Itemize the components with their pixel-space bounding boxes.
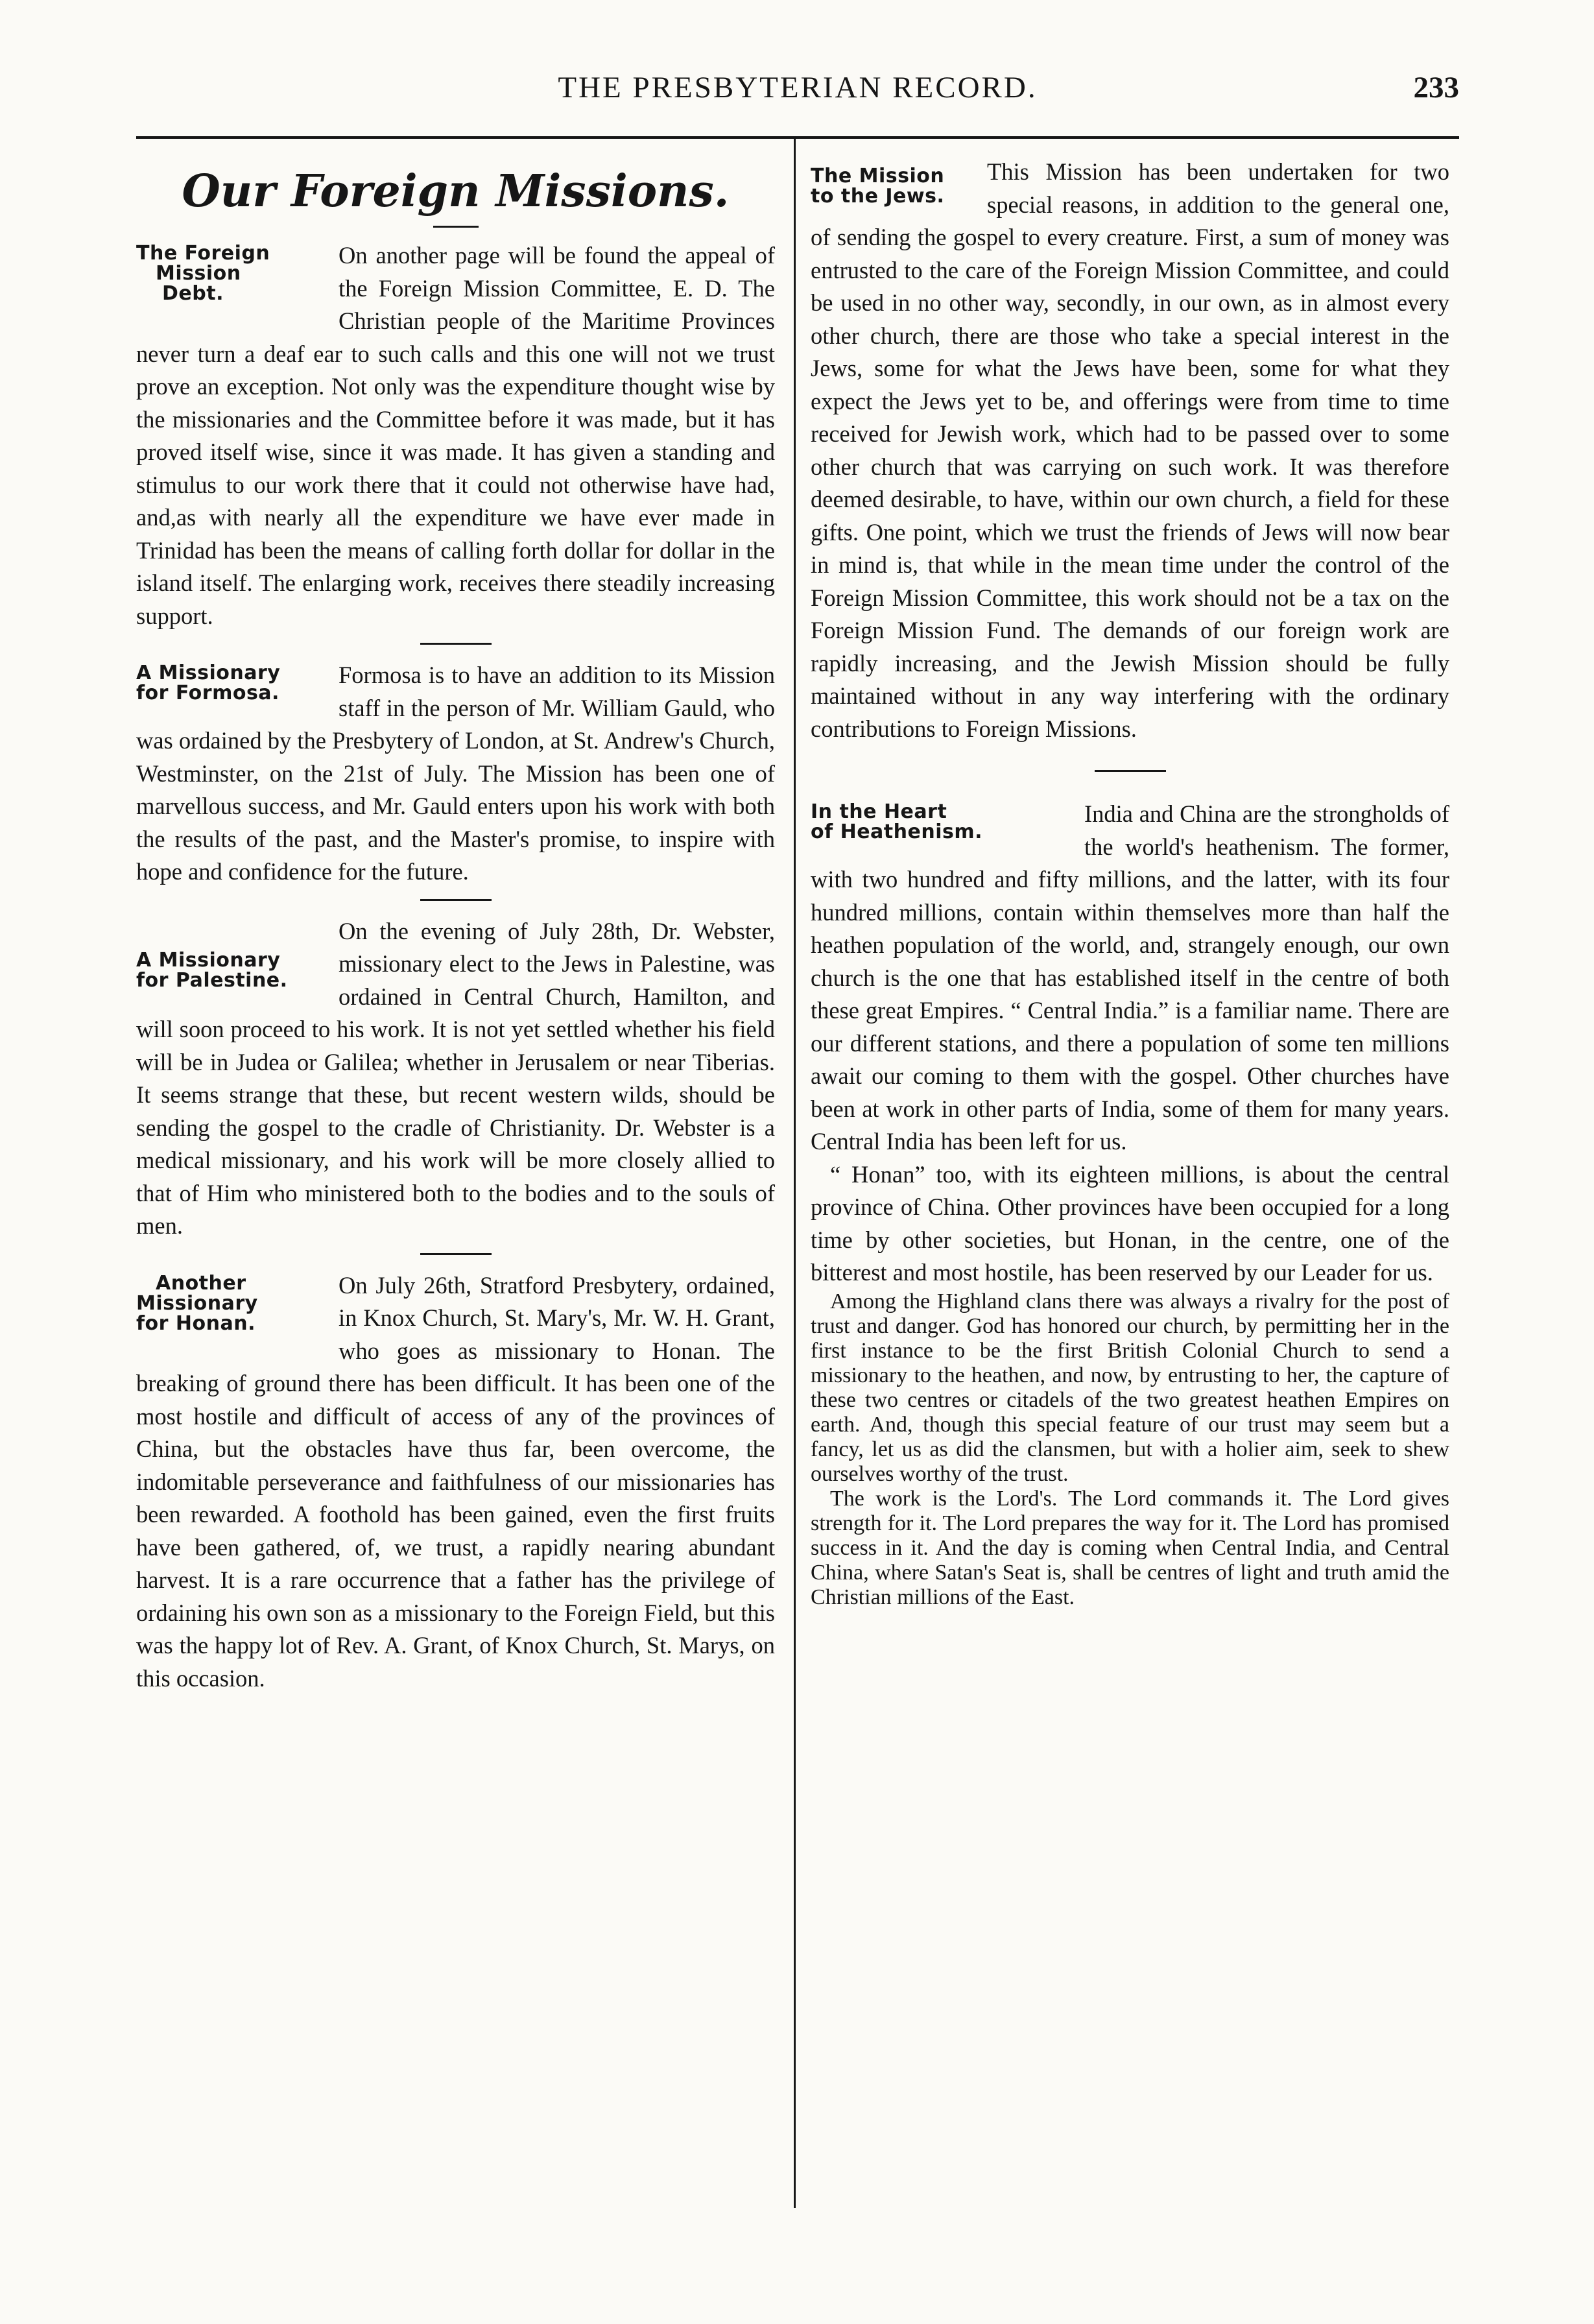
article-heart-of-heathenism	[811, 798, 1449, 1610]
running-title: THE PRESBYTERIAN RECORD.	[558, 71, 1038, 104]
article-missionary-honan	[136, 1269, 775, 1695]
title-rule	[433, 226, 479, 228]
article-paragraph: India and China are the strongholds of the world's heathenism. The former, with two hundred and fifty millions, and the latter, with its four hundred millions, contain within themselves more than half the heathen population of the world, and, strangely enough, our own church is the one that has established itself in the centre of both these great Empires. “ Central India.” is a familiar name. There are our different stations, and there a population of some ten millions await our coming to them with the gospel. Other churches have been at work in other parts of India, some of them for many years. Central India has been left for us.	[811, 800, 1449, 1155]
article-paragraph: This Mission has been undertaken for two special reasons, in addition to the general one, of sending the gospel to every creature. First, a sum of money was entrusted to the care of the Foreign Mission Committee, and could be used in no other way, secondly, in our own, as in almost every other church, there are those who take a special interest in the Jews, some for what the Jews have been, some for what they expect the Jews yet to be, and offerings were from time to time received for Jewish work, which had to be passed over to some other church that was carrying on such work. It was therefore deemed desirable, to have, within our own church, a field for these gifts. One point, which we trust the friends of Jews will now bear in mind is, that while in the mean time under the control of the Foreign Mission Committee, this work should not be a tax on the Foreign Mission Fund. The demands of our foreign work are rapidly increasing, and the Jewish Mission should be fully maintained without in any way interfering with the ordinary contributions to Foreign Missions.	[811, 158, 1449, 742]
sidehead	[811, 802, 1070, 842]
sidehead-line: The Mission	[811, 165, 945, 187]
sidehead-line: of Heathenism.	[811, 821, 983, 843]
article-divider	[1095, 770, 1166, 772]
article-missionary-palestine	[136, 915, 775, 1243]
sidehead-line: Mission	[156, 262, 241, 285]
article-paragraph: “ Honan” too, with its eighteen millions, is about the central province of China. Other provinces have been occupied for a long time by other societies, but Honan, in the centre, one of the bitterest and most hostile, has been reserved by our Leader for us.	[811, 1160, 1449, 1286]
sidehead	[136, 663, 324, 703]
article-mission-to-jews	[811, 156, 1449, 745]
sidehead-line: Missionary	[136, 1291, 258, 1315]
article-foreign-mission-debt	[136, 239, 775, 632]
sidehead	[136, 1273, 324, 1334]
section-title: Our Foreign Missions.	[182, 165, 730, 217]
sidehead-line: In the Heart	[811, 800, 947, 823]
sidehead-line: for Formosa.	[136, 682, 280, 704]
article-divider	[420, 899, 492, 901]
left-column	[136, 156, 775, 1695]
article-paragraph: On the evening of July 28th, Dr. Webster, missionary elect to the Jews in Palestine, was ordained in Central Church, Hamilton, and will soon proceed to his work. It is not yet settled whether his field will be in Judea or Galilea; whether in Jerusalem or near Tiberias. It seems strange that these, but recent western wilds, should be sending the gospel to the cradle of Christianity. Dr. Webster is a medical missionary, and his work will be more closely allied to that of Him who ministered both to the bodies and to the souls of men.	[136, 917, 775, 1239]
article-divider	[420, 643, 492, 645]
sidehead-line: A Missionary	[136, 948, 281, 972]
sidehead-line: for Honan.	[136, 1312, 256, 1335]
right-column	[811, 156, 1449, 1610]
header-rule	[136, 136, 1459, 139]
sidehead	[136, 950, 324, 990]
sidehead-line: Debt.	[162, 282, 224, 305]
article-paragraph: On July 26th, Stratford Presbytery, ordained, in Knox Church, St. Mary's, Mr. W. H. Grant, who goes as missionary to Honan. The breaking of ground there has been difficult. It has been one of the most hostile and difficult of access of any of the provinces of China, but the obstacles have thus far, been overcome, the indomitable perseverance and faithfulness of our missionaries has been rewarded. A foothold has been gained, even the first fruits have been gathered, of, we trust, a rapidly nearing abundant harvest. It is a rare occurrence that a father has the privilege of ordaining his own son as a missionary to the Foreign Field, but this was the happy lot of Rev. A. Grant, of Knox Church, St. Marys, on this occasion.	[136, 1271, 775, 1692]
sidehead-line: A Missionary	[136, 662, 281, 684]
sidehead-line: Another	[156, 1271, 246, 1295]
article-paragraph: The work is the Lord's. The Lord commands it. The Lord gives strength for it. The Lord prepares the way for it. The Lord has promised success in it. And the day is coming when Central India, and Central China, where Satan's Seat is, shall be centres of light and truth amid the Christian millions of the East.	[811, 1486, 1449, 1609]
article-paragraph: Among the Highland clans there was always a rivalry for the post of trust and danger. God has honored our church, by permitting her in the first instance to be the first British Colonial Church to send a missionary to the heathen, and now, by entrusting to her, the capture of these two centres or citadels of the two greatest heathen Empires on earth. And, though this special feature of our trust may seem but a fancy, let us as did the clansmen, but with a holier aim, seek to shew ourselves worthy of the trust.	[811, 1289, 1449, 1486]
sidehead-line: for Palestine.	[136, 968, 288, 992]
article-paragraph: On another page will be found the appeal of the Foreign Mission Committee, E. D. The Christian people of the Maritime Provinces never turn a deaf ear to such calls and this one will not we trust prove an exception. Not only was the expenditure thought wise by the missionaries and the Committee before it was made, but it has proved itself wise, since it was made. It has given a standing and stimulus to our work there that it could not otherwise have had, and,as with nearly all the expenditure we have ever made in Trinidad has been the means of calling forth dollar for dollar in the island itself. The enlarging work, receives there steadily increasing support.	[136, 242, 775, 629]
article-divider	[420, 1253, 492, 1255]
sidehead	[811, 166, 973, 206]
page-header	[136, 65, 1459, 117]
article-missionary-formosa	[136, 659, 775, 889]
sidehead	[136, 243, 324, 304]
column-divider	[794, 139, 796, 2208]
sidehead-line: The Foreign	[136, 242, 270, 265]
sidehead-line: to the Jews.	[811, 185, 945, 208]
page-number: 233	[1413, 71, 1459, 104]
article-paragraph: Formosa is to have an addition to its Mission staff in the person of Mr. William Gauld, who was ordained by the Presbytery of London, at St. Andrew's Church, Westminster, on the 21st of July. The Mission has been one of marvellous success, and Mr. Gauld enters upon his work with both the results of the past, and the Master's promise, to inspire with hope and confidence for the future.	[136, 662, 775, 885]
